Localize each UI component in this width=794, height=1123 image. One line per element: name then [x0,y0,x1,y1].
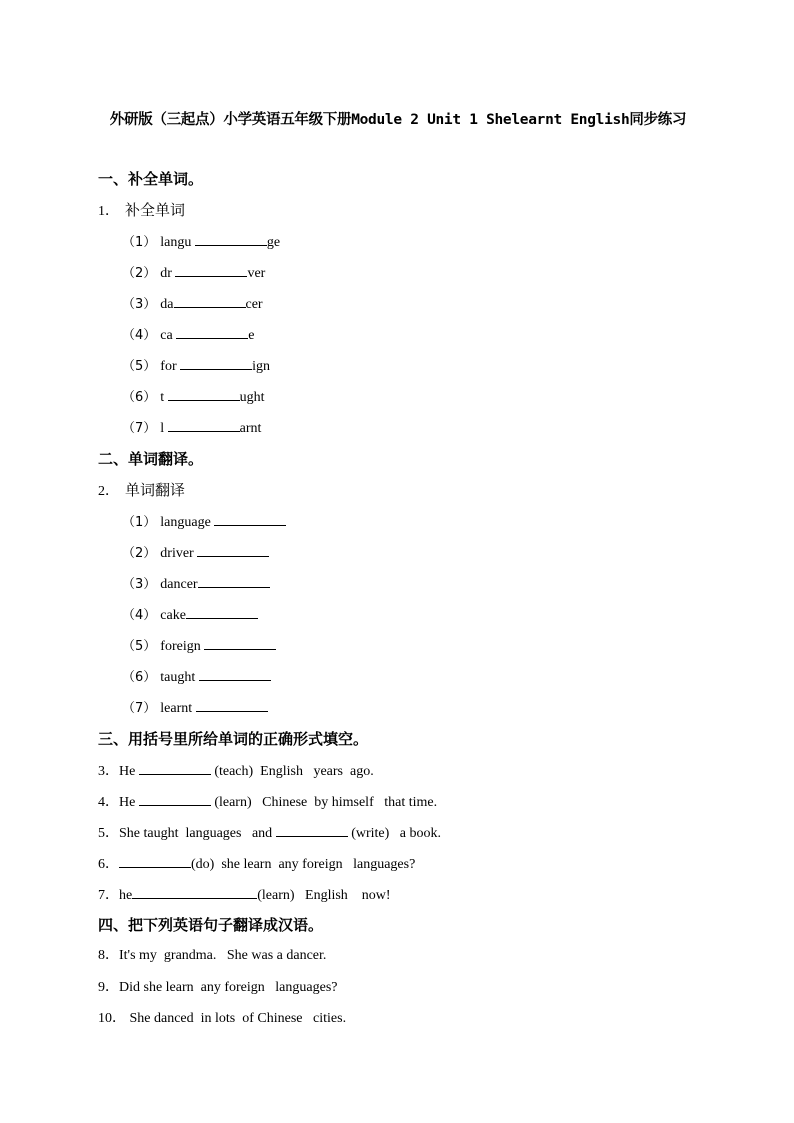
item-word: learnt [160,701,196,716]
item-suffix: cer [245,297,263,312]
answer-blank[interactable] [186,604,258,619]
item-word: driver [160,546,198,561]
question-7 [98,884,391,906]
question-number: 7． [98,888,119,903]
item-suffix: ge [266,235,281,250]
translate-item-5 [122,635,276,657]
item-index: （2） [122,266,157,281]
item-prefix: da [160,297,174,312]
question-number: 10． [98,1011,126,1026]
answer-blank[interactable] [199,666,271,681]
question-2-label [98,480,185,502]
question-text-after: (write) a book. [347,826,441,841]
item-index: （3） [122,577,157,592]
answer-blank[interactable] [214,511,286,526]
item-index: （1） [122,235,157,250]
question-9 [98,978,337,998]
translate-item-1 [122,511,286,533]
question-number: 6． [98,857,119,872]
question-number: 8． [98,948,119,963]
item-suffix: ver [247,266,266,281]
answer-blank[interactable] [176,324,248,339]
answer-blank[interactable] [168,417,240,432]
item-index: （4） [122,608,157,623]
item-word: taught [160,670,199,685]
item-prefix: dr [160,266,176,281]
fill-item-3 [122,293,263,315]
fill-item-4 [122,324,254,346]
question-number: 2． [98,484,119,499]
item-suffix: ign [252,359,270,374]
item-prefix: t [160,390,168,405]
answer-blank[interactable] [175,262,247,277]
question-1-label [98,200,185,222]
item-suffix: ught [239,390,265,405]
item-index: （2） [122,546,157,561]
item-suffix: arnt [239,421,262,436]
question-text-before: He [119,764,139,779]
question-text-after: (learn) English now! [257,888,391,903]
answer-blank[interactable] [168,386,240,401]
item-suffix: e [248,328,255,343]
question-number: 9． [98,980,119,995]
answer-blank[interactable] [197,542,269,557]
answer-blank[interactable] [196,697,268,712]
fill-item-5 [122,355,270,377]
item-word: language [160,515,215,530]
item-word: dancer [160,577,198,592]
answer-blank[interactable] [139,760,211,775]
question-text-after: (learn) Chinese by himself that time. [210,795,438,810]
answer-blank[interactable] [195,231,267,246]
item-index: （7） [122,701,157,716]
question-number: 3． [98,764,119,779]
section-heading-4: 四、把下列英语句子翻译成汉语。 [98,916,324,934]
item-word: cake [160,608,186,623]
answer-blank[interactable] [139,791,211,806]
item-index: （6） [122,390,157,405]
fill-item-6 [122,386,265,408]
item-prefix: langu [160,235,195,250]
item-prefix: for [160,359,181,374]
fill-item-7 [122,417,261,439]
question-text-before: he [119,888,133,903]
question-text: She danced in lots of Chinese cities. [126,1011,347,1026]
item-index: （4） [122,328,157,343]
question-number: 5． [98,826,119,841]
question-title: 单词翻译 [125,481,186,499]
item-prefix: ca [160,328,177,343]
section-heading-3: 三、用括号里所给单词的正确形式填空。 [98,730,369,748]
translate-item-3 [122,573,270,595]
fill-item-1 [122,231,280,253]
item-index: （5） [122,359,157,374]
translate-item-7 [122,697,268,719]
question-text: Did she learn any foreign languages? [119,980,338,995]
question-10 [98,1009,346,1029]
question-5 [98,822,441,844]
item-index: （5） [122,639,157,654]
question-6 [98,853,415,875]
question-text: It's my grandma. She was a dancer. [119,948,327,963]
question-8 [98,946,326,966]
question-text-after: (teach) English years ago. [210,764,374,779]
question-text-before: She taught languages and [119,826,276,841]
answer-blank[interactable] [204,635,276,650]
fill-item-2 [122,262,265,284]
question-number: 1． [98,204,119,219]
item-index: （6） [122,670,157,685]
answer-blank[interactable] [174,293,246,308]
answer-blank[interactable] [198,573,270,588]
question-text-after: (do) she learn any foreign languages? [191,857,416,872]
answer-blank[interactable] [180,355,252,370]
translate-item-6 [122,666,271,688]
section-heading-2: 二、单词翻译。 [98,450,204,468]
item-index: （1） [122,515,157,530]
item-word: foreign [160,639,205,654]
question-text-before: He [119,795,139,810]
item-prefix: l [160,421,168,436]
answer-blank[interactable] [119,853,191,868]
question-number: 4． [98,795,119,810]
section-heading-1: 一、补全单词。 [98,170,204,188]
question-3 [98,760,374,782]
page-title: 外研版（三起点）小学英语五年级下册Module 2 Unit 1 Shelearnt English同步练习 [109,112,687,128]
question-4 [98,791,437,813]
answer-blank[interactable] [132,884,257,899]
answer-blank[interactable] [276,822,348,837]
translate-item-2 [122,542,269,564]
item-index: （7） [122,421,157,436]
item-index: （3） [122,297,157,312]
translate-item-4 [122,604,258,626]
question-title: 补全单词 [125,201,186,219]
